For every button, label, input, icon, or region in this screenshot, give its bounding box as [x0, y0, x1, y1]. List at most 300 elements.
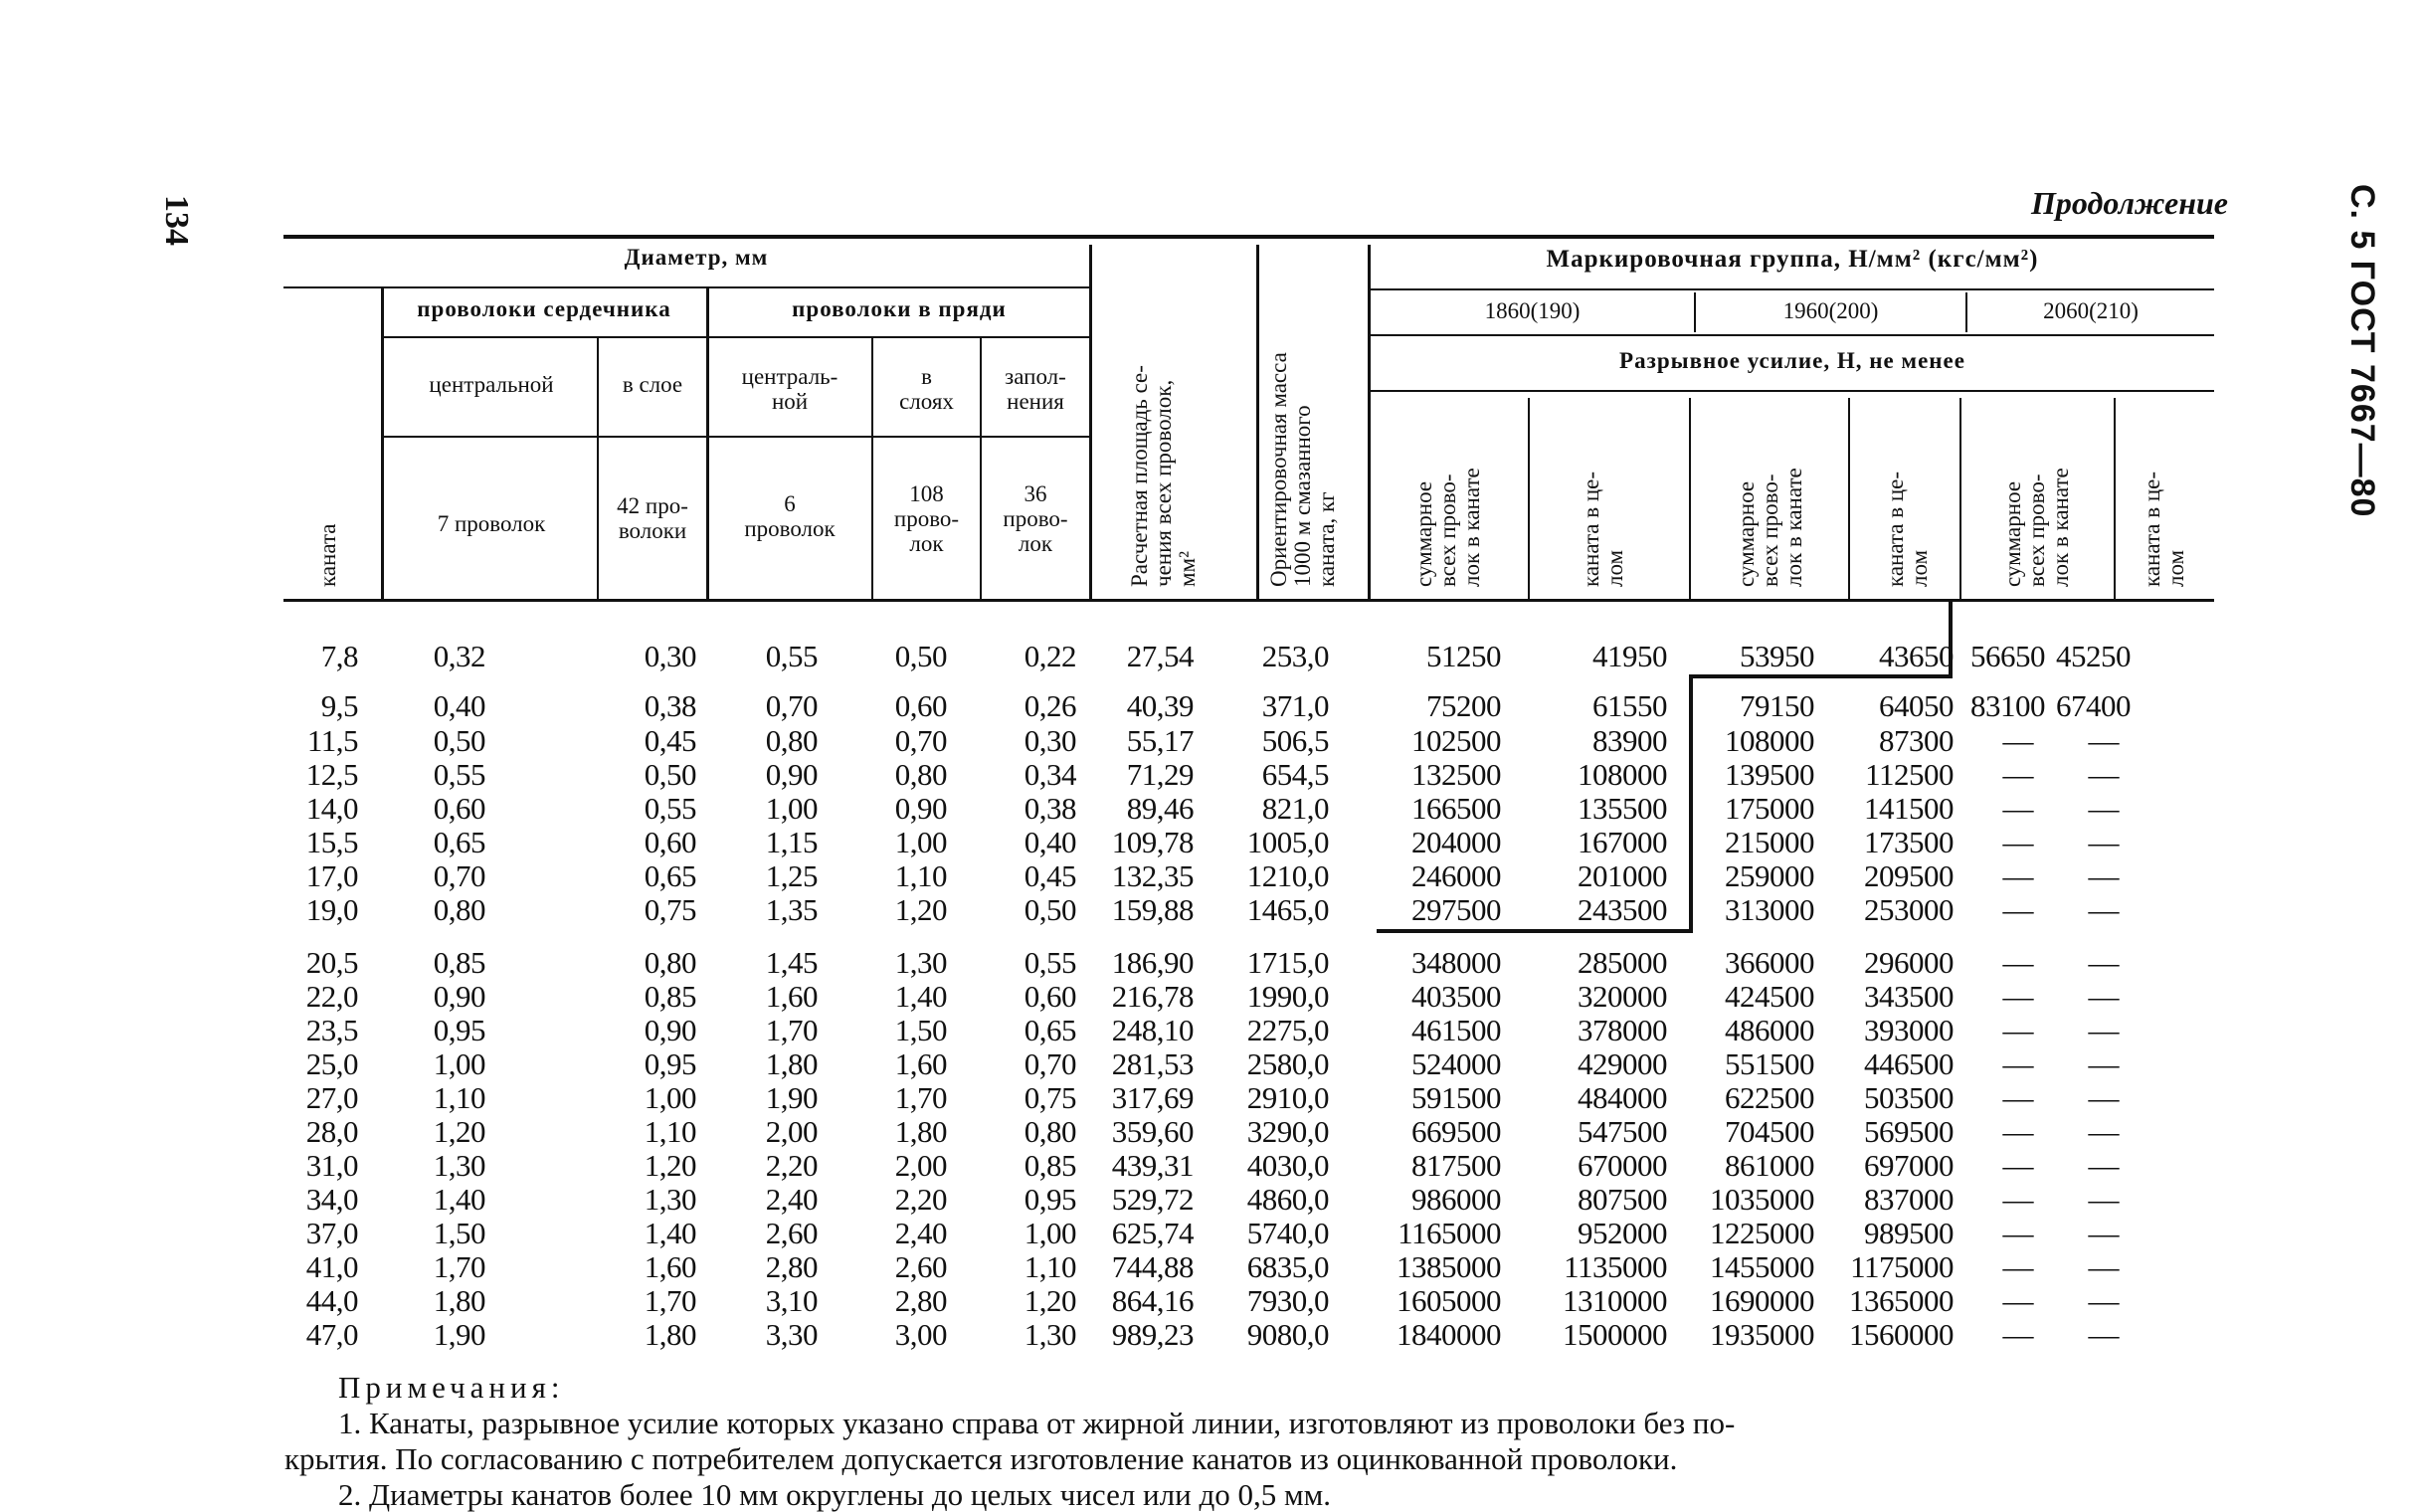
cell-rope-1960: 343500 — [1864, 979, 1954, 1014]
cell-area: 359,60 — [1111, 1114, 1194, 1149]
cell-mass: 253,0 — [1261, 639, 1329, 673]
cell-core-central: 0,65 — [433, 825, 485, 859]
cell-sum-1860: 591500 — [1411, 1080, 1501, 1115]
cell-rope-1960: 1175000 — [1850, 1249, 1954, 1284]
cell-strand-central: 0,80 — [765, 723, 818, 758]
cell-sum-2060: — — [2002, 1148, 2033, 1183]
hrule-marking — [1371, 288, 2214, 290]
cell-mass: 1005,0 — [1246, 825, 1329, 859]
cell-strand-central: 2,40 — [765, 1182, 818, 1217]
header-6-wires: 6 проволок — [744, 491, 836, 541]
cell-core-layer: 0,85 — [644, 979, 696, 1014]
cell-strand-filling: 0,85 — [1024, 1148, 1076, 1183]
cell-core-layer: 0,55 — [644, 791, 696, 826]
cell-strand-layers: 1,30 — [894, 945, 947, 980]
cell-rope-2060: — — [2088, 1114, 2119, 1149]
cell-rope-1960: 141500 — [1864, 791, 1954, 826]
cell-strand-layers: 1,50 — [894, 1013, 947, 1047]
cell-area: 40,39 — [1126, 688, 1194, 723]
cell-strand-layers: 0,60 — [894, 688, 947, 723]
cell-core-central: 1,10 — [433, 1080, 485, 1115]
cell-mass: 5740,0 — [1246, 1216, 1329, 1250]
cell-strand-central: 1,15 — [765, 825, 818, 859]
table-row — [0, 1317, 2423, 1351]
cell-rope-2060: 67400 — [2056, 688, 2131, 723]
table-row — [0, 1182, 2423, 1216]
header-central2: централь- ной — [741, 364, 839, 414]
cell-rope-1860: 952000 — [1578, 1216, 1667, 1250]
cell-sum-1960: 1455000 — [1710, 1249, 1814, 1284]
cell-mass: 7930,0 — [1246, 1283, 1329, 1318]
cell-rope-1860: 201000 — [1578, 858, 1667, 893]
cell-sum-1960: 79150 — [1740, 688, 1814, 723]
cell-rope-2060: — — [2088, 723, 2119, 758]
cell-area: 439,31 — [1111, 1148, 1194, 1183]
cell-strand-filling: 0,70 — [1024, 1046, 1076, 1081]
cell-rope-2060: — — [2088, 825, 2119, 859]
cell-sum-2060: — — [2002, 1080, 2033, 1115]
cell-rope-1860: 429000 — [1578, 1046, 1667, 1081]
cell-rope-diameter: 9,5 — [320, 688, 358, 723]
bold-line-h2 — [1377, 929, 1693, 933]
cell-area: 317,69 — [1111, 1080, 1194, 1115]
cell-strand-filling: 0,22 — [1024, 639, 1076, 673]
cell-core-layer: 0,60 — [644, 825, 696, 859]
cell-area: 529,72 — [1111, 1182, 1194, 1217]
cell-sum-1960: 259000 — [1725, 858, 1814, 893]
cell-sum-1860: 1605000 — [1397, 1283, 1501, 1318]
table-row — [0, 1114, 2423, 1148]
cell-sum-2060: — — [2002, 1249, 2033, 1284]
header-filling: запол- нения — [1005, 364, 1066, 414]
cell-strand-central: 2,80 — [765, 1249, 818, 1284]
cell-core-central: 1,30 — [433, 1148, 485, 1183]
cell-strand-filling: 0,45 — [1024, 858, 1076, 893]
header-seven-wires: 7 проволок — [437, 511, 546, 536]
header-in-layers: в слоях — [899, 364, 954, 414]
cell-strand-layers: 1,60 — [894, 1046, 947, 1081]
cell-strand-filling: 0,34 — [1024, 757, 1076, 792]
cell-rope-diameter: 15,5 — [305, 825, 358, 859]
cell-rope-1960: 112500 — [1865, 757, 1954, 792]
header-36-wires: 36 прово- лок — [1003, 481, 1068, 556]
cell-core-central: 1,50 — [433, 1216, 485, 1250]
note-1-line-2: крытия. По согласованию с потребителем допускается изготовление канатов из оцинкованной проволоки. — [284, 1441, 1678, 1476]
cell-strand-layers: 2,20 — [894, 1182, 947, 1217]
cell-rope-1960: 296000 — [1864, 945, 1954, 980]
cell-strand-layers: 2,60 — [894, 1249, 947, 1284]
cell-sum-2060: — — [2002, 1182, 2033, 1217]
cell-core-layer: 0,50 — [644, 757, 696, 792]
cell-mass: 506,5 — [1261, 723, 1329, 758]
cell-sum-1960: 215000 — [1725, 825, 1814, 859]
cell-rope-1860: 108000 — [1578, 757, 1667, 792]
cell-area: 27,54 — [1126, 639, 1194, 673]
cell-area: 159,88 — [1111, 892, 1194, 927]
table-row — [0, 1216, 2423, 1249]
cell-strand-filling: 0,95 — [1024, 1182, 1076, 1217]
cell-strand-central: 0,55 — [765, 639, 818, 673]
cell-strand-filling: 0,30 — [1024, 723, 1076, 758]
cell-rope-1960: 393000 — [1864, 1013, 1954, 1047]
cell-mass: 4860,0 — [1246, 1182, 1329, 1217]
header-breaking-force: Разрывное усилие, Н, не менее — [1619, 348, 1965, 373]
cell-sum-1860: 102500 — [1411, 723, 1501, 758]
cell-strand-central: 1,35 — [765, 892, 818, 927]
header-rope-1860: каната в це- лом — [1579, 471, 1627, 587]
table-row — [0, 945, 2423, 979]
cell-sum-1860: 524000 — [1411, 1046, 1501, 1081]
cell-sum-1960: 424500 — [1725, 979, 1814, 1014]
header-central: центральной — [429, 372, 554, 397]
cell-rope-2060: — — [2088, 757, 2119, 792]
cell-rope-2060: — — [2088, 1249, 2119, 1284]
cell-sum-1960: 1690000 — [1710, 1283, 1814, 1318]
cell-core-central: 0,80 — [433, 892, 485, 927]
cell-core-layer: 1,00 — [644, 1080, 696, 1115]
cell-rope-1960: 87300 — [1879, 723, 1954, 758]
cell-rope-1960: 209500 — [1864, 858, 1954, 893]
header-marking-group: Маркировочная группа, Н/мм² (кгс/мм²) — [1546, 246, 2039, 273]
header-rope-2060: каната в це- лом — [2140, 471, 2188, 587]
cell-rope-1960: 989500 — [1864, 1216, 1954, 1250]
cell-rope-2060: — — [2088, 791, 2119, 826]
cell-mass: 1990,0 — [1246, 979, 1329, 1014]
table-row — [0, 1080, 2423, 1114]
cell-rope-diameter: 31,0 — [305, 1148, 358, 1183]
cell-sum-2060: 83100 — [1970, 688, 2045, 723]
table-row — [0, 1013, 2423, 1046]
cell-area: 216,78 — [1111, 979, 1194, 1014]
cell-rope-1960: 446500 — [1864, 1046, 1954, 1081]
cell-rope-diameter: 28,0 — [305, 1114, 358, 1149]
cell-sum-2060: — — [2002, 945, 2033, 980]
cell-sum-2060: — — [2002, 1046, 2033, 1081]
cell-rope-1960: 503500 — [1864, 1080, 1954, 1115]
cell-sum-1860: 817500 — [1411, 1148, 1501, 1183]
cell-strand-layers: 0,80 — [894, 757, 947, 792]
cell-strand-layers: 1,80 — [894, 1114, 947, 1149]
cell-core-layer: 0,90 — [644, 1013, 696, 1047]
cell-rope-1860: 83900 — [1592, 723, 1667, 758]
cell-area: 89,46 — [1126, 791, 1194, 826]
cell-strand-layers: 1,70 — [894, 1080, 947, 1115]
hrule-groups — [1371, 334, 2214, 336]
vsep-core-strand — [706, 288, 709, 599]
cell-sum-1860: 1385000 — [1397, 1249, 1501, 1284]
cell-strand-layers: 2,40 — [894, 1216, 947, 1250]
cell-core-central: 0,60 — [433, 791, 485, 826]
cell-sum-1860: 348000 — [1411, 945, 1501, 980]
cell-strand-central: 2,60 — [765, 1216, 818, 1250]
table-row — [0, 825, 2423, 858]
cell-sum-1860: 1840000 — [1397, 1317, 1501, 1352]
cell-core-layer: 1,10 — [644, 1114, 696, 1149]
cell-rope-diameter: 23,5 — [305, 1013, 358, 1047]
cell-rope-diameter: 47,0 — [305, 1317, 358, 1352]
cell-rope-1860: 167000 — [1578, 825, 1667, 859]
cell-strand-filling: 0,60 — [1024, 979, 1076, 1014]
table-row — [0, 1283, 2423, 1317]
cell-strand-central: 0,70 — [765, 688, 818, 723]
header-mass: Ориентировочная масса 1000 м смазанного каната, кг — [1266, 352, 1339, 587]
cell-strand-central: 3,10 — [765, 1283, 818, 1318]
cell-rope-diameter: 20,5 — [305, 945, 358, 980]
header-sum-2060: суммарное всех прово- лок в канате — [2000, 468, 2073, 587]
cell-core-layer: 0,95 — [644, 1046, 696, 1081]
vsep-sub3 — [1848, 398, 1850, 599]
cell-strand-central: 1,70 — [765, 1013, 818, 1047]
cell-mass: 9080,0 — [1246, 1317, 1329, 1352]
cell-core-central: 0,50 — [433, 723, 485, 758]
cell-area: 989,23 — [1111, 1317, 1194, 1352]
cell-rope-1960: 43650 — [1879, 639, 1954, 673]
cell-sum-2060: — — [2002, 825, 2033, 859]
cell-rope-diameter: 19,0 — [305, 892, 358, 927]
vsep-area — [1256, 245, 1259, 599]
cell-strand-layers: 1,40 — [894, 979, 947, 1014]
cell-strand-central: 1,90 — [765, 1080, 818, 1115]
cell-strand-central: 1,25 — [765, 858, 818, 893]
cell-area: 132,35 — [1111, 858, 1194, 893]
table-row — [0, 892, 2423, 926]
vsep-sub4 — [1959, 398, 1961, 599]
cell-core-layer: 1,60 — [644, 1249, 696, 1284]
cell-area: 186,90 — [1111, 945, 1194, 980]
cell-sum-1860: 986000 — [1411, 1182, 1501, 1217]
cell-rope-diameter: 7,8 — [320, 639, 358, 673]
note-1-line-1: 1. Канаты, разрывное усилие которых указано справа от жирной линии, изготовляют из проволоки без по- — [338, 1406, 1736, 1440]
cell-rope-2060: — — [2088, 892, 2119, 927]
cell-strand-filling: 0,50 — [1024, 892, 1076, 927]
cell-rope-diameter: 44,0 — [305, 1283, 358, 1318]
cell-core-layer: 1,20 — [644, 1148, 696, 1183]
cell-mass: 6835,0 — [1246, 1249, 1329, 1284]
cell-sum-1860: 246000 — [1411, 858, 1501, 893]
vsep-rope — [381, 288, 384, 599]
cell-rope-diameter: 12,5 — [305, 757, 358, 792]
cell-strand-central: 0,90 — [765, 757, 818, 792]
table-row — [0, 1046, 2423, 1080]
header-area: Расчетная площадь се- чения всех проволок, мм² — [1127, 365, 1200, 587]
cell-core-central: 0,40 — [433, 688, 485, 723]
cell-core-central: 1,90 — [433, 1317, 485, 1352]
cell-sum-1860: 669500 — [1411, 1114, 1501, 1149]
cell-area: 55,17 — [1126, 723, 1194, 758]
cell-strand-central: 1,45 — [765, 945, 818, 980]
cell-strand-layers: 3,00 — [894, 1317, 947, 1352]
cell-core-central: 0,95 — [433, 1013, 485, 1047]
cell-rope-1960: 1365000 — [1849, 1283, 1954, 1318]
cell-rope-2060: — — [2088, 979, 2119, 1014]
cell-strand-filling: 0,80 — [1024, 1114, 1076, 1149]
cell-sum-1960: 313000 — [1725, 892, 1814, 927]
cell-sum-1960: 861000 — [1725, 1148, 1814, 1183]
cell-rope-diameter: 37,0 — [305, 1216, 358, 1250]
cell-mass: 2580,0 — [1246, 1046, 1329, 1081]
cell-rope-diameter: 17,0 — [305, 858, 358, 893]
cell-sum-1960: 1035000 — [1710, 1182, 1814, 1217]
vsep-sub5 — [2114, 398, 2116, 599]
cell-core-central: 0,32 — [433, 639, 485, 673]
cell-rope-diameter: 27,0 — [305, 1080, 358, 1115]
cell-sum-1960: 175000 — [1725, 791, 1814, 826]
cell-core-layer: 0,45 — [644, 723, 696, 758]
cell-area: 744,88 — [1111, 1249, 1194, 1284]
cell-rope-2060: — — [2088, 1216, 2119, 1250]
table-row — [0, 979, 2423, 1013]
cell-area: 281,53 — [1111, 1046, 1194, 1081]
cell-core-central: 0,70 — [433, 858, 485, 893]
cell-core-layer: 1,70 — [644, 1283, 696, 1318]
cell-strand-layers: 2,00 — [894, 1148, 947, 1183]
cell-core-central: 1,40 — [433, 1182, 485, 1217]
cell-sum-2060: — — [2002, 1317, 2033, 1352]
cell-strand-filling: 1,30 — [1024, 1317, 1076, 1352]
cell-core-central: 1,20 — [433, 1114, 485, 1149]
cell-strand-layers: 1,10 — [894, 858, 947, 893]
notes-title: Примечания: — [338, 1370, 565, 1405]
cell-strand-layers: 0,50 — [894, 639, 947, 673]
table-row — [0, 858, 2423, 892]
cell-mass: 1465,0 — [1246, 892, 1329, 927]
cell-mass: 2275,0 — [1246, 1013, 1329, 1047]
cell-sum-1860: 403500 — [1411, 979, 1501, 1014]
cell-area: 71,29 — [1126, 757, 1194, 792]
cell-rope-1860: 807500 — [1578, 1182, 1667, 1217]
cell-rope-diameter: 34,0 — [305, 1182, 358, 1217]
cell-sum-1960: 366000 — [1725, 945, 1814, 980]
cell-strand-filling: 1,20 — [1024, 1283, 1076, 1318]
cell-core-layer: 1,80 — [644, 1317, 696, 1352]
cell-rope-2060: — — [2088, 1283, 2119, 1318]
note-2: 2. Диаметры канатов более 10 мм округлены до целых чисел или до 0,5 мм. — [338, 1477, 1331, 1512]
cell-rope-diameter: 14,0 — [305, 791, 358, 826]
cell-core-layer: 0,80 — [644, 945, 696, 980]
cell-sum-1960: 486000 — [1725, 1013, 1814, 1047]
cell-strand-filling: 1,10 — [1024, 1249, 1076, 1284]
cell-area: 109,78 — [1111, 825, 1194, 859]
cell-rope-1860: 1135000 — [1564, 1249, 1667, 1284]
cell-sum-2060: — — [2002, 723, 2033, 758]
standard-title: С. 5 ГОСТ 7667—80 — [2343, 184, 2381, 518]
cell-rope-2060: — — [2088, 1182, 2119, 1217]
cell-rope-1860: 378000 — [1578, 1013, 1667, 1047]
cell-sum-2060: — — [2002, 858, 2033, 893]
cell-rope-1860: 61550 — [1592, 688, 1667, 723]
hrule-diameter — [283, 286, 1089, 288]
hrule-core — [381, 336, 706, 338]
cell-rope-1960: 837000 — [1864, 1182, 1954, 1217]
header-top-rule — [283, 235, 2214, 239]
cell-rope-1960: 173500 — [1864, 825, 1954, 859]
header-diameter: Диаметр, мм — [624, 245, 769, 270]
cell-strand-central: 2,00 — [765, 1114, 818, 1149]
cell-sum-2060: — — [2002, 1013, 2033, 1047]
cell-strand-central: 1,00 — [765, 791, 818, 826]
cell-rope-1960: 64050 — [1879, 688, 1954, 723]
header-in-layer: в слое — [622, 372, 683, 397]
table-row — [0, 1249, 2423, 1283]
cell-mass: 371,0 — [1261, 688, 1329, 723]
cell-area: 625,74 — [1111, 1216, 1194, 1250]
cell-mass: 3290,0 — [1246, 1114, 1329, 1149]
table-row — [0, 1148, 2423, 1182]
header-group-1860: 1860(190) — [1484, 298, 1581, 323]
cell-sum-1960: 108000 — [1725, 723, 1814, 758]
bold-line-h1 — [1691, 674, 1953, 678]
header-strand-wires: проволоки в пряди — [792, 296, 1007, 321]
header-rope: каната — [315, 523, 340, 587]
cell-rope-2060: — — [2088, 1013, 2119, 1047]
cell-strand-filling: 0,55 — [1024, 945, 1076, 980]
cell-rope-1860: 320000 — [1578, 979, 1667, 1014]
cell-mass: 1210,0 — [1246, 858, 1329, 893]
cell-sum-2060: — — [2002, 1216, 2033, 1250]
header-rope-1960: каната в це- лом — [1883, 471, 1932, 587]
cell-sum-1960: 1225000 — [1710, 1216, 1814, 1250]
cell-core-layer: 0,38 — [644, 688, 696, 723]
cell-mass: 654,5 — [1261, 757, 1329, 792]
cell-rope-1860: 484000 — [1578, 1080, 1667, 1115]
header-42-wires: 42 про- волоки — [617, 493, 688, 543]
cell-strand-central: 3,30 — [765, 1317, 818, 1352]
cell-core-central: 1,70 — [433, 1249, 485, 1284]
cell-core-central: 0,90 — [433, 979, 485, 1014]
cell-rope-2060: — — [2088, 945, 2119, 980]
header-108-wires: 108 прово- лок — [893, 481, 960, 556]
cell-rope-1860: 670000 — [1578, 1148, 1667, 1183]
cell-mass: 821,0 — [1261, 791, 1329, 826]
cell-rope-2060: — — [2088, 1317, 2119, 1352]
vsep-sub2 — [1689, 398, 1691, 599]
vsep-diameter-end — [1089, 245, 1092, 599]
cell-sum-1860: 1165000 — [1398, 1216, 1501, 1250]
hrule-sub-core — [383, 436, 706, 438]
cell-mass: 4030,0 — [1246, 1148, 1329, 1183]
cell-rope-1860: 1500000 — [1563, 1317, 1667, 1352]
cell-sum-1860: 204000 — [1411, 825, 1501, 859]
cell-rope-1960: 569500 — [1864, 1114, 1954, 1149]
cell-strand-layers: 1,00 — [894, 825, 947, 859]
cell-rope-1860: 243500 — [1578, 892, 1667, 927]
cell-sum-1960: 704500 — [1725, 1114, 1814, 1149]
cell-strand-filling: 0,65 — [1024, 1013, 1076, 1047]
page-number: 134 — [158, 195, 195, 246]
cell-rope-1860: 135500 — [1578, 791, 1667, 826]
cell-sum-1860: 75200 — [1426, 688, 1501, 723]
cell-rope-1960: 1560000 — [1849, 1317, 1954, 1352]
header-group-2060: 2060(210) — [2043, 298, 2139, 323]
cell-strand-filling: 1,00 — [1024, 1216, 1076, 1250]
cell-sum-1960: 1935000 — [1710, 1317, 1814, 1352]
table-row — [0, 791, 2423, 825]
cell-core-layer: 1,30 — [644, 1182, 696, 1217]
cell-sum-1960: 551500 — [1725, 1046, 1814, 1081]
cell-rope-1860: 285000 — [1578, 945, 1667, 980]
cell-strand-central: 1,60 — [765, 979, 818, 1014]
cell-strand-central: 1,80 — [765, 1046, 818, 1081]
continuation-label: Продолжение — [2031, 185, 2228, 221]
cell-sum-1860: 166500 — [1411, 791, 1501, 826]
cell-strand-layers: 1,20 — [894, 892, 947, 927]
cell-sum-1960: 139500 — [1725, 757, 1814, 792]
table-row — [0, 757, 2423, 791]
cell-rope-1960: 253000 — [1864, 892, 1954, 927]
cell-sum-2060: 56650 — [1970, 639, 2045, 673]
cell-core-central: 0,85 — [433, 945, 485, 980]
cell-core-layer: 0,30 — [644, 639, 696, 673]
